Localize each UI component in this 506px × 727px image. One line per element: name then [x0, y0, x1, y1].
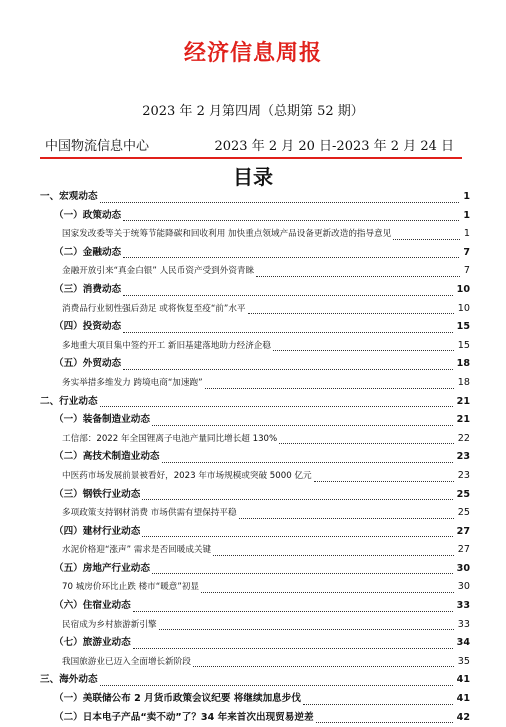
- dot-leader: [123, 295, 452, 296]
- dot-leader: [393, 239, 460, 240]
- toc-entry[interactable]: [40, 393, 470, 412]
- toc-entry-page: 27: [457, 544, 470, 556]
- dot-leader: [256, 276, 460, 277]
- toc-entry[interactable]: [40, 411, 470, 430]
- toc-entry[interactable]: [40, 523, 470, 542]
- dot-leader: [142, 536, 452, 537]
- toc-entry[interactable]: [40, 541, 470, 560]
- dot-leader: [152, 425, 453, 426]
- toc-entry-page: 33: [457, 618, 470, 630]
- issue-line: 2023 年 2 月第四周（总期第 52 期）: [142, 104, 364, 119]
- toc-entry-label: （六）住宿业动态: [54, 600, 131, 612]
- dot-leader: [279, 443, 454, 444]
- toc-entry-label: （五）房地产行业动态: [54, 562, 150, 574]
- organization-name: 中国物流信息中心: [45, 139, 150, 154]
- toc-entry-label: 三、海外动态: [40, 674, 98, 686]
- toc-entry-label: 务实举措多维发力 跨境电商“加速跑”: [62, 377, 203, 388]
- toc-entry[interactable]: [40, 504, 470, 523]
- toc-entry-label: 消费品行业韧性强后劲足 或将恢复至疫“前”水平: [62, 303, 246, 314]
- dot-leader: [205, 388, 454, 389]
- toc-entry-page: 41: [456, 674, 470, 686]
- dot-leader: [201, 592, 454, 593]
- dot-leader: [133, 611, 453, 612]
- dot-leader: [193, 666, 454, 667]
- dot-leader: [123, 220, 459, 221]
- toc-entry-label: （四）建材行业动态: [54, 525, 141, 537]
- toc-entry-label: （四）投资动态: [54, 321, 122, 333]
- dot-leader: [248, 313, 454, 314]
- toc-entry-label: 中医药市场发展前景被看好，2023 年市场规模或突破 5000 亿元: [62, 470, 312, 481]
- toc-entry-label: 金融开放引来“真金白银” 人民币资产受到外资青睐: [62, 266, 255, 277]
- toc-entry[interactable]: [40, 225, 470, 244]
- dot-leader: [100, 406, 453, 407]
- toc-entry-label: 多项政策支持钢材消费 市场供需有望保持平稳: [62, 508, 237, 519]
- date-range: 2023 年 2 月 20 日-2023 年 2 月 24 日: [214, 139, 454, 154]
- toc-entry-page: 1: [463, 191, 470, 202]
- toc-entry-page: 27: [456, 525, 470, 537]
- toc-entry-page: 25: [456, 488, 470, 500]
- dot-leader: [162, 462, 453, 463]
- toc-entry[interactable]: [40, 300, 470, 319]
- toc-entry[interactable]: [40, 281, 470, 300]
- toc-entry-page: 15: [457, 339, 470, 351]
- toc-entry-label: 工信部：2022 年全国锂离子电池产量同比增长超 130%: [62, 433, 278, 444]
- toc-entry-page: 7: [463, 246, 470, 258]
- toc-entry-label: 二、行业动态: [40, 395, 98, 407]
- toc-entry[interactable]: [40, 690, 470, 709]
- toc-entry-page: 23: [456, 451, 470, 463]
- toc-entry[interactable]: [40, 188, 470, 207]
- report-title: 经济信息周报: [183, 41, 322, 66]
- dot-leader: [239, 518, 454, 519]
- toc-entry[interactable]: [40, 374, 470, 393]
- toc-entry-page: 10: [457, 302, 470, 314]
- toc-entry-page: 21: [456, 414, 470, 426]
- toc-entry-page: 21: [456, 395, 470, 407]
- toc-entry[interactable]: [40, 207, 470, 226]
- toc-entry-label: 我国旅游业已迈入全面增长新阶段: [62, 656, 191, 667]
- table-of-contents: [40, 188, 470, 727]
- toc-entry-page: 30: [457, 581, 470, 593]
- toc-entry-page: 1: [463, 209, 470, 221]
- toc-entry[interactable]: [40, 337, 470, 356]
- toc-entry-page: 23: [457, 469, 470, 481]
- toc-entry-label: 国家发改委等关于统筹节能降碳和回收利用 加快重点领域产品设备更新改造的指导意见: [62, 229, 392, 240]
- toc-entry[interactable]: [40, 671, 470, 690]
- toc-entry[interactable]: [40, 578, 470, 597]
- toc-entry-page: 7: [463, 265, 470, 277]
- toc-entry-page: 41: [456, 693, 470, 705]
- toc-entry[interactable]: [40, 318, 470, 337]
- dot-leader: [100, 685, 453, 686]
- dot-leader: [303, 704, 453, 705]
- toc-entry[interactable]: [40, 430, 470, 449]
- toc-entry[interactable]: [40, 597, 470, 616]
- dot-leader: [142, 499, 452, 500]
- toc-entry-page: 10: [456, 283, 470, 295]
- toc-entry-page: 18: [457, 376, 470, 388]
- toc-entry-label: 70 城房价环比止跌 楼市“暖意”初显: [62, 582, 200, 593]
- toc-entry[interactable]: [40, 634, 470, 653]
- dot-leader: [100, 202, 460, 203]
- dot-leader: [273, 350, 454, 351]
- toc-entry-label: （一）美联储公布 2 月货币政策会议纪要 将继续加息步伐: [54, 693, 301, 705]
- toc-entry-label: （二）高技术制造业动态: [54, 451, 160, 463]
- toc-entry-label: （一）装备制造业动态: [54, 414, 150, 426]
- toc-entry-label: （一）政策动态: [54, 209, 122, 221]
- toc-entry-label: （五）外贸动态: [54, 358, 122, 370]
- toc-entry-page: 25: [457, 507, 470, 519]
- dot-leader: [316, 722, 453, 723]
- toc-entry[interactable]: [40, 467, 470, 486]
- dot-leader: [213, 555, 454, 556]
- toc-entry[interactable]: [40, 653, 470, 672]
- toc-entry-page: 18: [456, 358, 470, 370]
- toc-entry[interactable]: [40, 560, 470, 579]
- toc-entry-page: 30: [456, 562, 470, 574]
- toc-entry-label: 水泥价格迎“涨声” 需求是否回暖成关键: [62, 545, 212, 556]
- dot-leader: [152, 573, 453, 574]
- toc-entry-label: （二）金融动态: [54, 246, 122, 258]
- toc-entry-label: （二）日本电子产品“卖不动”了？34 年来首次出现贸易逆差: [54, 711, 314, 723]
- toc-entry-label: （三）钢铁行业动态: [54, 488, 141, 500]
- toc-entry-label: 民宿成为乡村旅游新引擎: [62, 619, 157, 630]
- dot-leader: [133, 648, 453, 649]
- toc-entry[interactable]: [40, 262, 470, 281]
- header-divider: [40, 157, 462, 159]
- toc-entry-page: 42: [456, 711, 470, 723]
- dot-leader: [123, 369, 452, 370]
- toc-entry-label: （七）旅游业动态: [54, 637, 131, 649]
- toc-entry[interactable]: [40, 448, 470, 467]
- toc-entry-page: 15: [456, 321, 470, 333]
- toc-entry-label: 多地重大项目集中签约开工 新旧基建落地助力经济企稳: [62, 340, 271, 351]
- toc-entry-page: 1: [463, 228, 470, 240]
- toc-heading: 目录: [233, 165, 273, 189]
- toc-entry-label: 一、宏观动态: [40, 191, 98, 202]
- toc-entry[interactable]: [40, 616, 470, 635]
- toc-entry[interactable]: [40, 709, 470, 727]
- toc-entry[interactable]: [40, 355, 470, 374]
- toc-entry[interactable]: [40, 486, 470, 505]
- dot-leader: [123, 257, 459, 258]
- toc-entry-page: 22: [457, 432, 470, 444]
- toc-entry-label: （三）消费动态: [54, 283, 122, 295]
- toc-entry-page: 34: [456, 637, 470, 649]
- toc-entry-page: 33: [456, 600, 470, 612]
- dot-leader: [159, 629, 454, 630]
- toc-entry[interactable]: [40, 244, 470, 263]
- dot-leader: [123, 332, 452, 333]
- dot-leader: [314, 481, 454, 482]
- toc-entry-page: 35: [457, 655, 470, 667]
